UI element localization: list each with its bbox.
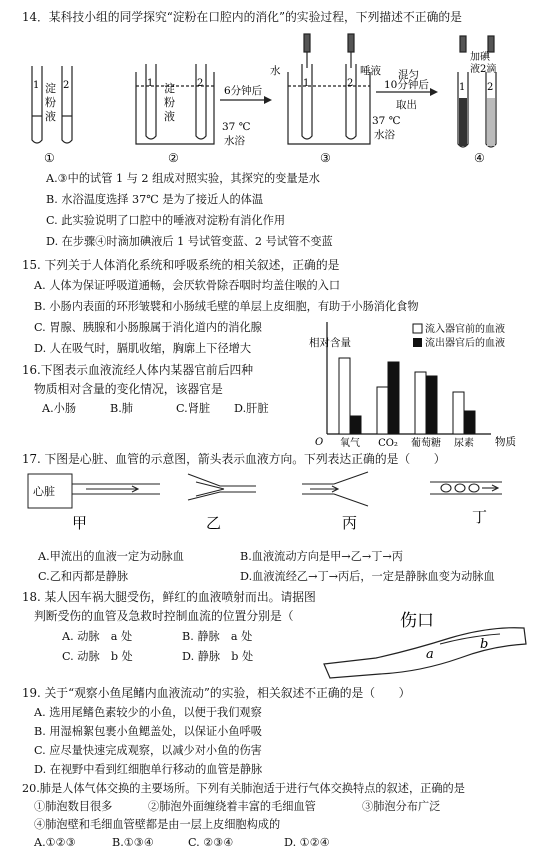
q20-item-1: ①肺泡数目很多 bbox=[34, 800, 113, 813]
q20-item-4: ④肺泡壁和毛细血管壁都是由一层上皮细胞构成的 bbox=[34, 818, 281, 831]
q16-stem-line1: 16.下图表示血液流经人体内某器官前后四种 bbox=[22, 363, 254, 377]
q20-item-3: ③肺泡分布广泛 bbox=[362, 800, 441, 813]
q17-stem: 17. 下图是心脏、血管的示意图，箭头表示血液方向。下列表达正确的是（ ） bbox=[22, 452, 446, 466]
q15-option-a[interactable]: A. 人体为保证呼吸道通畅，会厌软骨除吞咽时均盖住喉的入口 bbox=[34, 279, 341, 292]
point-b: b bbox=[480, 637, 489, 652]
label-ding: 丁 bbox=[472, 508, 488, 526]
q19-option-b[interactable]: B. 用湿棉絮包裹小鱼鳃盖处，以保证小鱼呼吸 bbox=[34, 725, 262, 738]
q17-option-b[interactable]: B.血液流动方向是甲→乙→丁→丙 bbox=[240, 550, 403, 563]
step-number-4: ④ bbox=[474, 151, 485, 165]
q20-option-c[interactable]: C. ②③④ bbox=[188, 836, 234, 849]
q16-option-d[interactable]: D.肝脏 bbox=[234, 402, 269, 415]
arrow2-takeout: 取出 bbox=[396, 99, 417, 111]
q14-option-b[interactable]: B. 水浴温度选择 37℃ 是为了接近人的体温 bbox=[46, 193, 264, 206]
arrow2-head bbox=[430, 88, 438, 96]
step2-starch-1: 淀 bbox=[164, 82, 175, 95]
step4-tube2-label: 2 bbox=[487, 82, 494, 93]
q14-stem: 14．某科技小组的同学探究“淀粉在口腔内的消化”的实验过程，下列描述不正确的是 bbox=[22, 10, 462, 24]
step2-beaker bbox=[136, 64, 214, 144]
bath2-label: 水浴 bbox=[374, 129, 395, 141]
bar-1-1 bbox=[388, 362, 399, 434]
tube1-label: 1 bbox=[33, 80, 40, 91]
iodine-label-2: 液2滴 bbox=[470, 64, 497, 75]
step2-tube2-label: 2 bbox=[197, 78, 204, 89]
q15-option-c[interactable]: C. 胃腺、胰腺和小肠腺属于消化道内的消化腺 bbox=[34, 321, 262, 334]
q15-stem: 15. 下列关于人体消化系统和呼吸系统的相关叙述，正确的是 bbox=[22, 258, 340, 272]
step3-beaker bbox=[288, 34, 370, 144]
q16-option-c[interactable]: C.肾脏 bbox=[176, 402, 211, 415]
heart-label: 心脏 bbox=[33, 485, 55, 498]
bar-3-1 bbox=[464, 411, 475, 434]
q18-option-d[interactable]: D. 静脉 b 处 bbox=[182, 650, 254, 663]
x-tick-label: 氧气 bbox=[340, 438, 360, 449]
q14-experiment-figure bbox=[18, 28, 538, 168]
iodine-label: 加碘 bbox=[470, 52, 490, 63]
q18-stem-line1: 18. 某人因车祸大腿受伤，鲜红的血液喷射而出。请据图 bbox=[22, 590, 316, 604]
q15-option-b[interactable]: B. 小肠内表面的环形皱襞和小肠绒毛壁的单层上皮细胞，有助于小肠消化食物 bbox=[34, 300, 419, 313]
q19-stem: 19. 关于“观察小鱼尾鳍内血液流动”的实验，相关叙述不正确的是（ ） bbox=[22, 686, 411, 700]
starch-label: 淀 bbox=[45, 82, 56, 95]
q20-item-2: ②肺泡外面缠绕着丰富的毛细血管 bbox=[148, 800, 316, 813]
vessel-yi bbox=[188, 474, 256, 500]
legend-swatch-after bbox=[413, 338, 422, 347]
bar-3-0 bbox=[453, 392, 464, 434]
q20-stem: 20.肺是人体气体交换的主要场所。下列有关肺泡适于进行气体交换特点的叙述，正确的是 bbox=[22, 782, 465, 795]
step4-tube1-label: 1 bbox=[459, 82, 466, 93]
q16-option-a[interactable]: A.小肠 bbox=[42, 402, 77, 415]
bar-1-0 bbox=[377, 387, 388, 434]
tube2-label: 2 bbox=[63, 80, 70, 91]
q14-option-c[interactable]: C. 此实验说明了口腔中的唾液对淀粉有消化作用 bbox=[46, 214, 286, 227]
vessel-bing bbox=[302, 472, 368, 506]
saliva-label: 唾液 bbox=[360, 65, 381, 77]
q16-stem-line2: 物质相对含量的变化情况，该器官是 bbox=[34, 382, 223, 396]
step2-tube1-label: 1 bbox=[147, 78, 154, 89]
bar-0-0 bbox=[339, 358, 350, 434]
step2-starch-2: 粉 bbox=[164, 96, 175, 109]
legend-label-after: 流出器官后的血液 bbox=[425, 338, 505, 349]
q16-option-b[interactable]: B.肺 bbox=[110, 402, 133, 415]
q19-option-c[interactable]: C. 应尽量快速完成观察，以减少对小鱼的伤害 bbox=[34, 744, 262, 757]
leg-outline bbox=[324, 628, 526, 678]
bath1-label: 水浴 bbox=[224, 135, 245, 147]
chart-origin: O bbox=[315, 437, 324, 448]
q18-option-a[interactable]: A. 动脉 a 处 bbox=[62, 630, 133, 643]
bar-0-1 bbox=[350, 416, 361, 434]
q17-option-c[interactable]: C.乙和丙都是静脉 bbox=[38, 570, 129, 583]
x-tick-label: 葡萄糖 bbox=[411, 438, 441, 449]
step-number-1: ① bbox=[44, 151, 55, 165]
bar-2-1 bbox=[426, 376, 437, 434]
step-number-3: ③ bbox=[320, 151, 331, 165]
q17-option-d[interactable]: D.血液流经乙→丁→丙后，一定是静脉血变为动脉血 bbox=[240, 570, 495, 583]
step3-tube1-label: 1 bbox=[303, 78, 310, 89]
q15-option-d[interactable]: D. 人在吸气时，膈肌收缩，胸廓上下径增大 bbox=[34, 342, 252, 355]
q19-option-a[interactable]: A. 选用尾鳍色素较少的小鱼，以便于我们观察 bbox=[34, 706, 262, 719]
q20-option-b[interactable]: B.①③④ bbox=[112, 836, 154, 849]
arrow2-mix: 混匀 bbox=[398, 69, 419, 81]
step-number-2: ② bbox=[168, 151, 179, 165]
x-tick-label: 尿素 bbox=[454, 438, 474, 449]
chart-ylabel-1: 相对含量 bbox=[309, 337, 351, 349]
q19-option-d[interactable]: D. 在视野中看到红细胞单行移动的血管是静脉 bbox=[34, 763, 263, 776]
x-tick-label: CO₂ bbox=[378, 438, 398, 449]
arrow1-head bbox=[264, 96, 272, 104]
bath2-temp: 37 ℃ bbox=[372, 115, 401, 127]
legend-label-before: 流入器官前的血液 bbox=[425, 324, 505, 335]
step2-starch-3: 液 bbox=[164, 110, 175, 123]
bath1-temp: 37 ℃ bbox=[222, 121, 251, 133]
wound-label: 伤口 bbox=[400, 611, 434, 631]
q20-option-d[interactable]: D. ①②④ bbox=[284, 836, 330, 849]
q18-option-b[interactable]: B. 静脉 a 处 bbox=[182, 630, 253, 643]
starch-label-2: 粉 bbox=[45, 96, 56, 109]
q18-leg-figure bbox=[320, 600, 538, 680]
step3-tube2-label: 2 bbox=[347, 78, 354, 89]
q14-option-d[interactable]: D. 在步骤④时滴加碘液后 1 号试管变蓝、2 号试管不变蓝 bbox=[46, 235, 333, 248]
water-label: 水 bbox=[270, 65, 281, 77]
starch-label-3: 液 bbox=[45, 110, 56, 123]
q18-stem-line2: 判断受伤的血管及急救时控制血流的位置分别是（ bbox=[34, 609, 294, 623]
q17-option-a[interactable]: A.甲流出的血液一定为动脉血 bbox=[38, 550, 184, 563]
arrow1-label: 6分钟后 bbox=[224, 85, 263, 97]
vessel-ding bbox=[430, 482, 502, 494]
q17-vessel-figure bbox=[20, 470, 540, 540]
vessel-jia bbox=[72, 484, 160, 494]
label-jia: 甲 bbox=[72, 514, 88, 532]
chart-xlabel: 物质 bbox=[495, 436, 516, 448]
legend-swatch-before bbox=[413, 324, 422, 333]
label-yi: 乙 bbox=[206, 514, 222, 532]
arrow2-time: 10分钟后 bbox=[384, 79, 429, 91]
label-bing: 丙 bbox=[342, 514, 358, 532]
q16-bar-chart bbox=[305, 318, 535, 450]
q14-option-a[interactable]: A.③中的试管 1 与 2 组成对照实验，其探究的变量是水 bbox=[46, 172, 320, 185]
bar-2-0 bbox=[415, 372, 426, 434]
point-a: a bbox=[426, 647, 434, 662]
q18-option-c[interactable]: C. 动脉 b 处 bbox=[62, 650, 133, 663]
q20-option-a[interactable]: A.①②③ bbox=[34, 836, 76, 849]
